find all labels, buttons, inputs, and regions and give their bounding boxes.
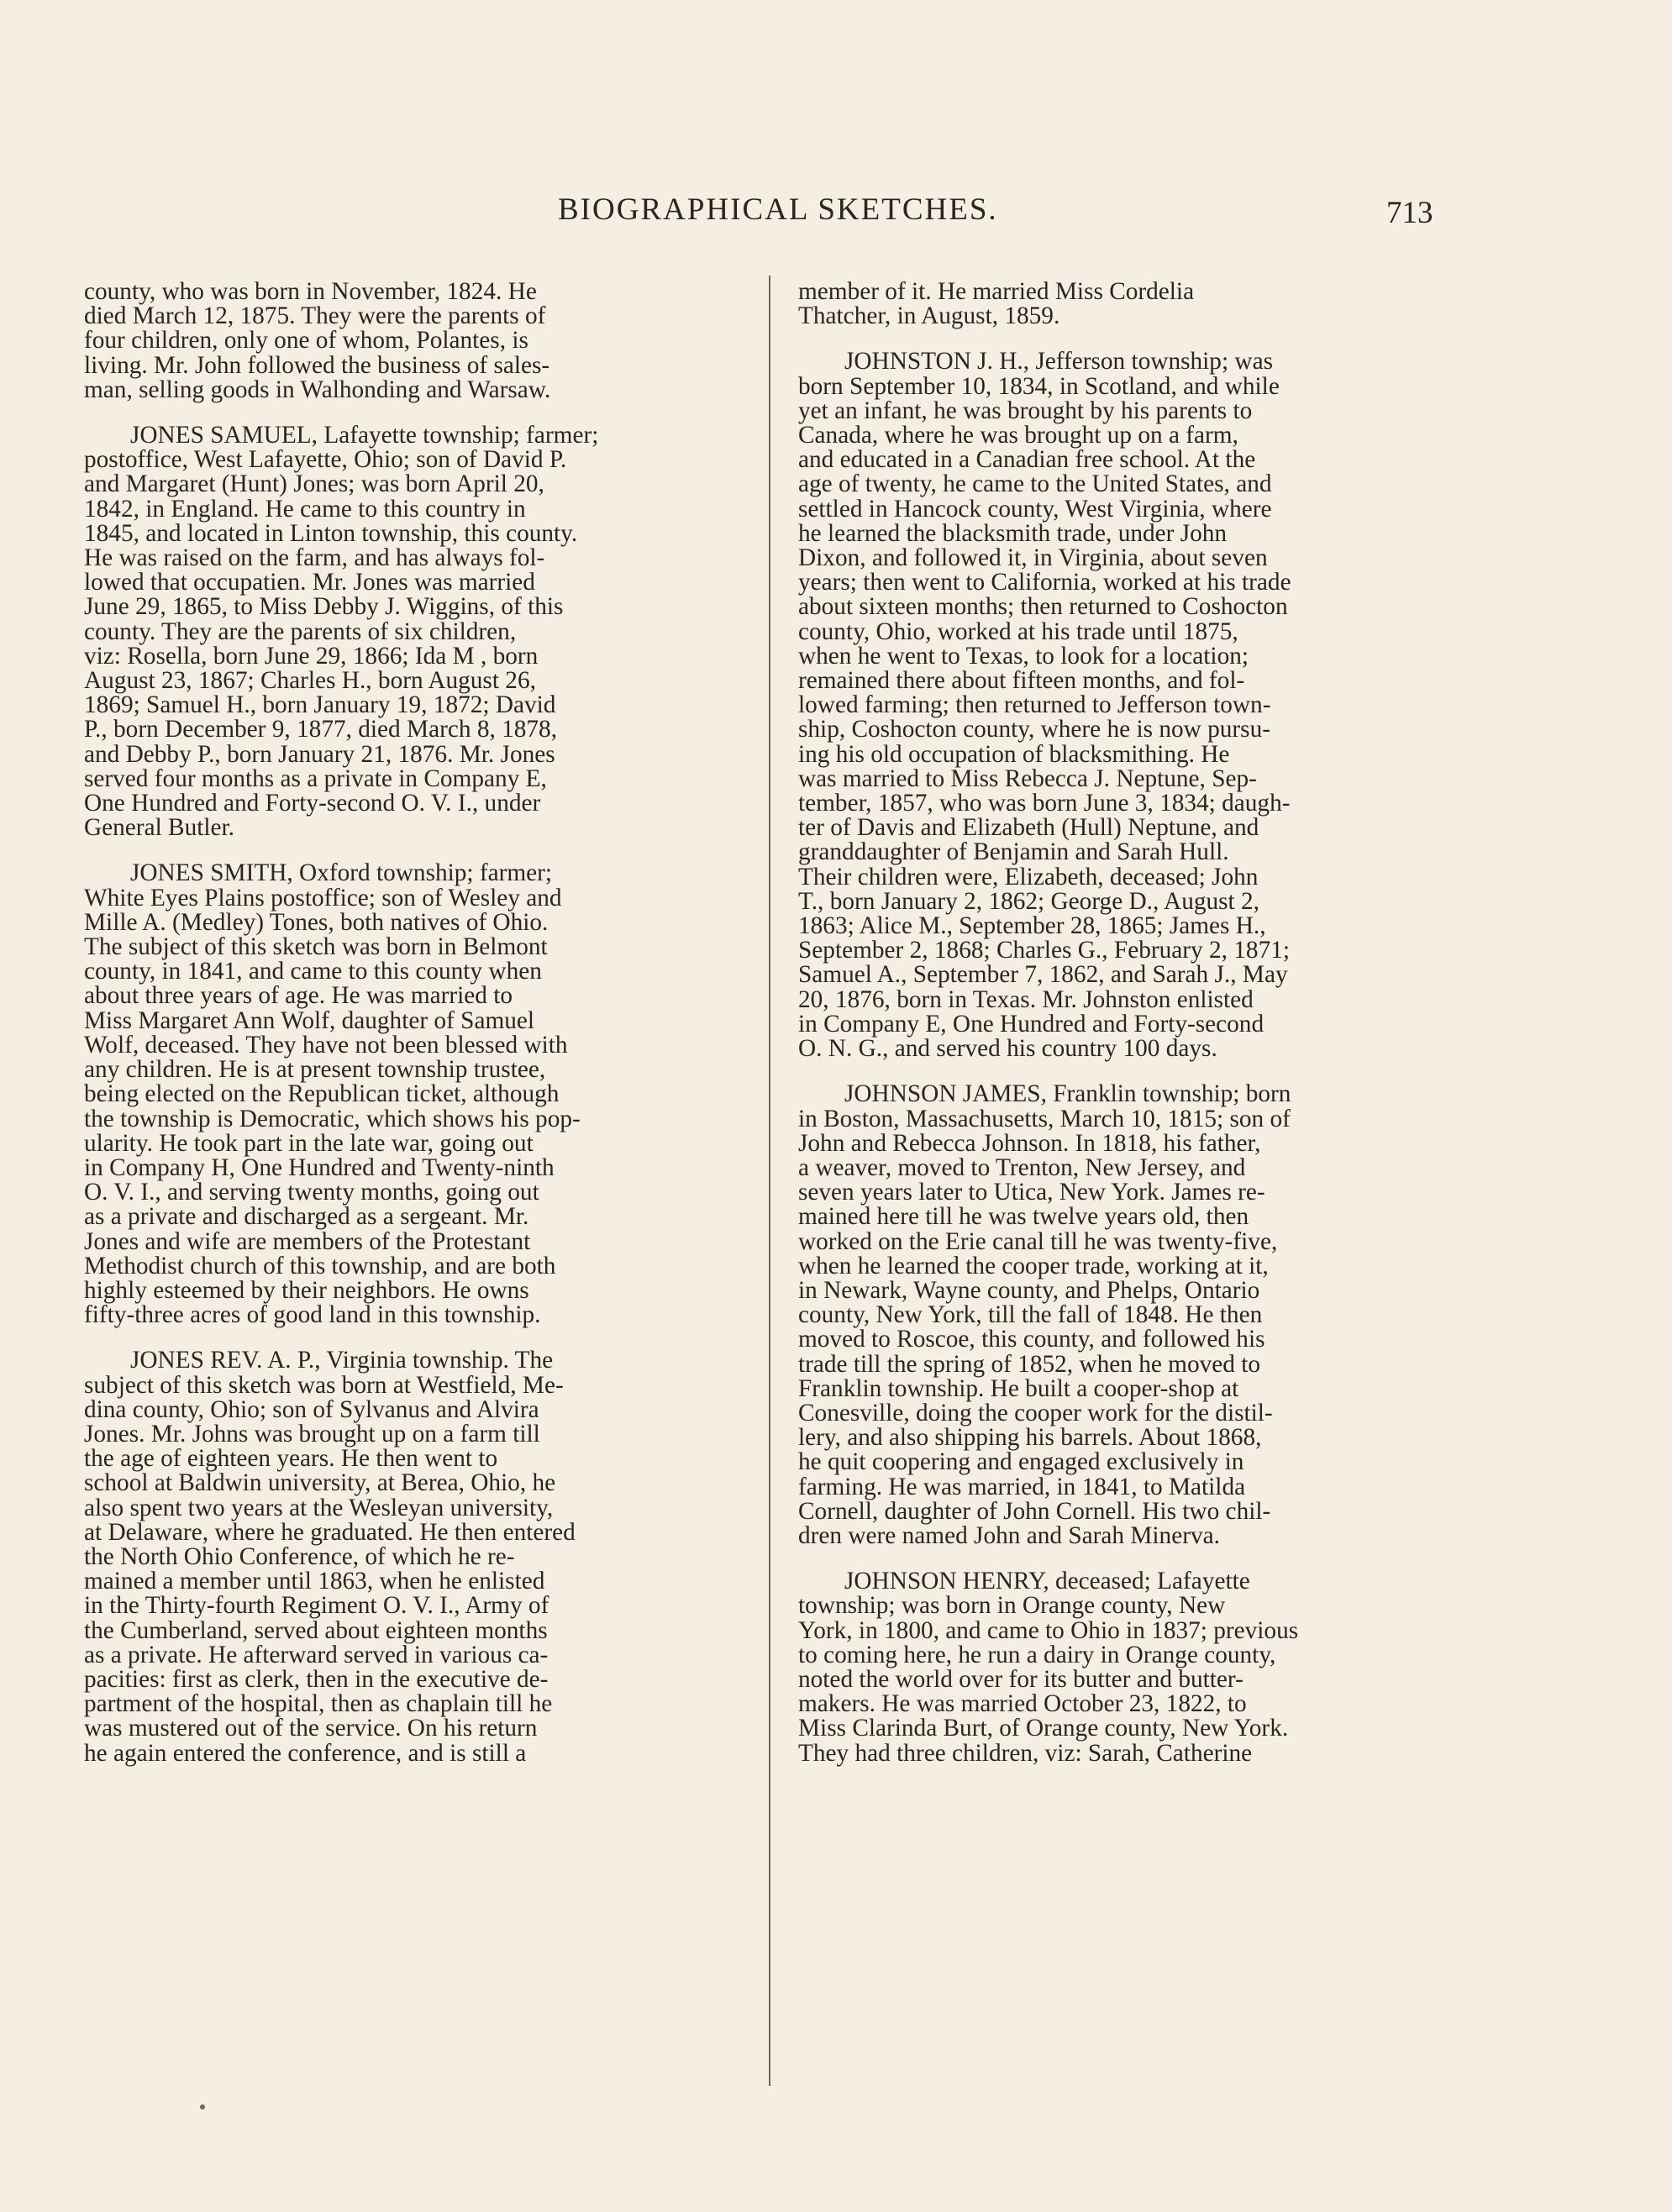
column-divider <box>769 276 770 2086</box>
entry-johnson-henry: JOHNSON HENRY, deceased; Lafayette township; was born in Orange county, New York, in 1800, and came to Ohio in 1837; previous to coming here, he run a dairy in Orange county, noted the world over for its butter and butter- makers. He was married October 23, 1822, to Miss Clarinda Burt, of Orange county, New York. They had three children, viz: Sarah, Catherine <box>798 1568 1299 1767</box>
running-head: BIOGRAPHICAL SKETCHES. <box>558 192 998 227</box>
entry-jones-smith: JONES SMITH, Oxford township; farmer; White Eyes Plains postoffice; son of Wesley and Mille A. (Medley) Tones, both natives of Ohio. The subject of this sketch was born in Belmont county, in 1841, and came to this county when about three years of age. He was married to Miss Margaret Ann Wolf, daughter of Samuel Wolf, deceased. They have not been blessed with any children. He is at present township trustee, being elected on the Republican ticket, although the township is Democratic, which shows his pop- ularity. He took part in the late war, going out in Company H, One Hundred and Twenty-ninth O. V. I., and serving twenty months, going out as a private and discharged as a sergeant. Mr. Jones and wife are members of the Protestant Methodist church of this township, and are both highly esteemed by their neighbors. He owns fifty-three acres of good land in this township. <box>84 859 581 1329</box>
paragraph-continuation: member of it. He married Miss Cordelia Thatcher, in August, 1859. <box>798 278 1195 330</box>
entry-jones-rev-ap: JONES REV. A. P., Virginia township. The subject of this sketch was born at Westfield, Me- dina county, Ohio; son of Sylvanus and Alvira Jones. Mr. Johns was brought up on a farm till the age of eighteen years. He then went to school at Baldwin university, at Berea, Ohio, he also spent two years at the Wesleyan university, at Delaware, where he graduated. He then entered the North Ohio Conference, of which he re- mained a member until 1863, when he enlisted in the Thirty-fourth Regiment O. V. I., Army of the Cumberland, served about eighteen months as a private. He afterward served in various ca- pacities: first as clerk, then in the executive de- partment of the hospital, then as chaplain till he was mustered out of the service. On his return he again entered the conference, and is still a <box>84 1347 576 1767</box>
left-column <box>84 280 773 1787</box>
right-column <box>798 280 1487 1787</box>
page-number: 713 <box>1386 196 1433 230</box>
entry-johnston-jh: JOHNSTON J. H., Jefferson township; was born September 10, 1834, in Scotland, and while yet an infant, he was brought by his parents to Canada, where he was brought up on a farm, and educated in a Canadian free school. At the age of twenty, he came to the United States, and settled in Hancock county, West Virginia, where he learned the blacksmith trade, under John Dixon, and followed it, in Virginia, about seven years; then went to California, worked at his trade about sixteen months; then returned to Coshocton county, Ohio, worked at his trade until 1875, when he went to Texas, to look for a location; remained there about fifteen months, and fol- lowed farming; then returned to Jefferson town- ship, Coshocton county, where he is now pursu- ing his old occupation of blacksmithing. He was married to Miss Rebecca J. Neptune, Sep- tember, 1857, who was born June 3, 1834; daugh- ter of Davis and Elizabeth (Hull) Neptune, and granddaughter of Benjamin and Sarah Hull. Their children were, Elizabeth, deceased; John T., born January 2, 1862; George D., August 2, 1863; Alice M., September 28, 1865; James H., September 2, 1868; Charles G., February 2, 1871; Samuel A., September 7, 1862, and Sarah J., May 20, 1876, born in Texas. Mr. Johnston enlisted in Company E, One Hundred and Forty-second O. N. G., and served his country 100 days. <box>798 348 1291 1063</box>
paragraph-continuation: county, who was born in November, 1824. He died March 12, 1875. They were the parents of four children, only one of whom, Polantes, is living. Mr. John followed the business of sales- man, selling goods in Walhonding and Warsaw. <box>84 278 551 403</box>
ink-speck <box>200 2104 205 2110</box>
entry-johnson-james: JOHNSON JAMES, Franklin township; born in Boston, Massachusetts, March 10, 1815; son of John and Rebecca Johnson. In 1818, his father, a weaver, moved to Trenton, New Jersey, and seven years later to Utica, New York. James re- mained here till he was twelve years old, then worked on the Erie canal till he was twenty-five, when he learned the cooper trade, working at it, in Newark, Wayne county, and Phelps, Ontario county, New York, till the fall of 1848. He then moved to Roscoe, this county, and followed his trade till the spring of 1852, when he moved to Franklin township. He built a cooper-shop at Conesville, doing the cooper work for the distil- lery, and also shipping his barrels. About 1868, he quit coopering and engaged exclusively in farming. He was married, in 1841, to Matilda Cornell, daughter of John Cornell. His two chil- dren were named John and Sarah Minerva. <box>798 1080 1291 1549</box>
entry-jones-samuel: JONES SAMUEL, Lafayette township; farmer; postoffice, West Lafayette, Ohio; son of David P. and Margaret (Hunt) Jones; was born April 20, 1842, in England. He came to this country in 1845, and located in Linton township, this county. He was raised on the farm, and has always fol- lowed that occupatien. Mr. Jones was married June 29, 1865, to Miss Debby J. Wiggins, of this county. They are the parents of six children, viz: Rosella, born June 29, 1866; Ida M , born August 23, 1867; Charles H., born August 26, 1869; Samuel H., born January 19, 1872; David P., born December 9, 1877, died March 8, 1878, and Debby P., born January 21, 1876. Mr. Jones served four months as a private in Company E, One Hundred and Forty-second O. V. I., under General Butler. <box>84 422 599 842</box>
page-header <box>0 192 1672 234</box>
